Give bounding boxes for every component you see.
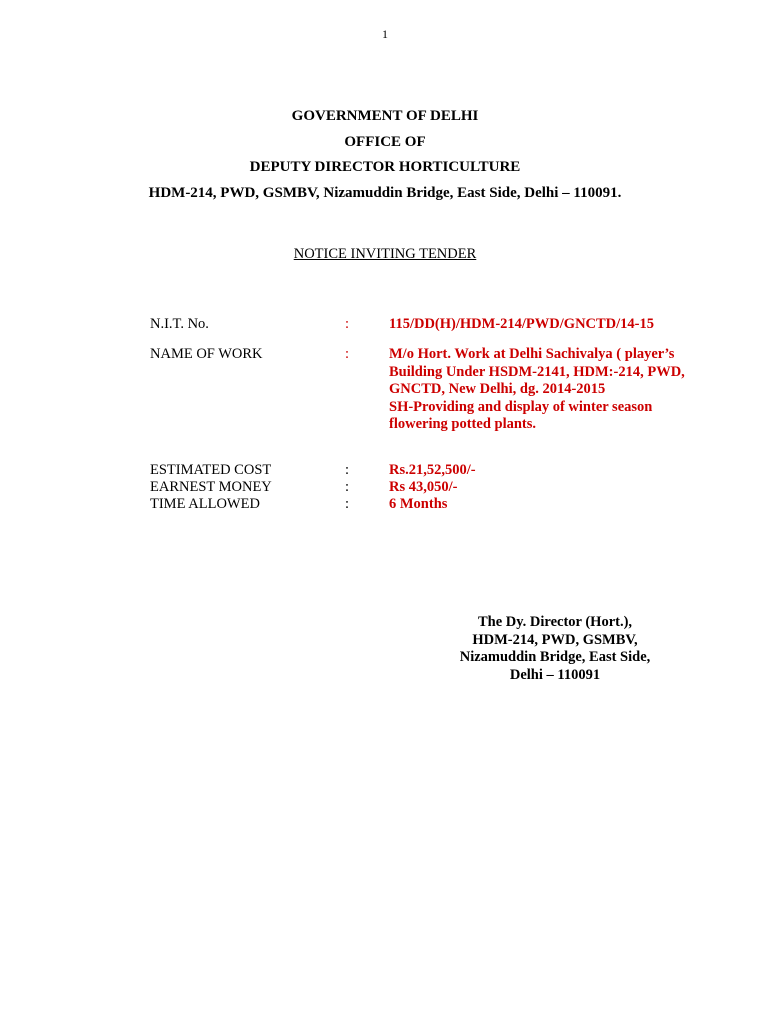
nit-value: 115/DD(H)/HDM-214/PWD/GNCTD/14-15 (389, 316, 655, 332)
name-of-work-colon: : (345, 346, 350, 362)
signature-city: Delhi – 110091 (509, 666, 601, 683)
name-of-work-label: NAME OF WORK (150, 346, 263, 362)
estimated-cost-label: ESTIMATED COST (150, 462, 272, 478)
time-allowed-value: 6 Months (389, 496, 448, 512)
nit-label: N.I.T. No. (150, 316, 209, 332)
notice-title: NOTICE INVITING TENDER (293, 246, 477, 262)
name-of-work-value (389, 346, 719, 434)
letterhead (0, 104, 770, 206)
time-allowed-colon: : (345, 496, 350, 512)
signature-office: HDM-214, PWD, GSMBV, (472, 631, 638, 648)
signature-block (440, 614, 670, 684)
signature-designation: The Dy. Director (Hort.), (477, 614, 633, 630)
nit-colon: : (345, 316, 350, 332)
header-government: GOVERNMENT OF DELHI (291, 108, 479, 124)
estimated-cost-value: Rs.21,52,500/- (389, 462, 476, 478)
earnest-money-colon: : (345, 479, 350, 495)
header-department: DEPUTY DIRECTOR HORTICULTURE (249, 159, 521, 175)
page-number: 1 (382, 27, 388, 41)
earnest-money-label: EARNEST MONEY (150, 479, 272, 495)
name-of-work-line: SH-Providing and display of winter season (389, 398, 653, 415)
earnest-money-value: Rs 43,050/- (389, 479, 458, 495)
header-office-of: OFFICE OF (344, 133, 426, 150)
header-address: HDM-214, PWD, GSMBV, Nizamuddin Bridge, East Side, Delhi – 110091. (148, 184, 622, 201)
name-of-work-line: flowering potted plants. (389, 416, 537, 432)
estimated-cost-colon: : (345, 462, 350, 478)
name-of-work-line: GNCTD, New Delhi, dg. 2014-2015 (389, 381, 606, 397)
name-of-work-line: M/o Hort. Work at Delhi Sachivalya ( player’s (389, 346, 675, 362)
name-of-work-line: Building Under HSDM-2141, HDM:-214, PWD, (389, 363, 685, 380)
time-allowed-label: TIME ALLOWED (150, 496, 260, 512)
signature-location: Nizamuddin Bridge, East Side, (459, 649, 651, 665)
